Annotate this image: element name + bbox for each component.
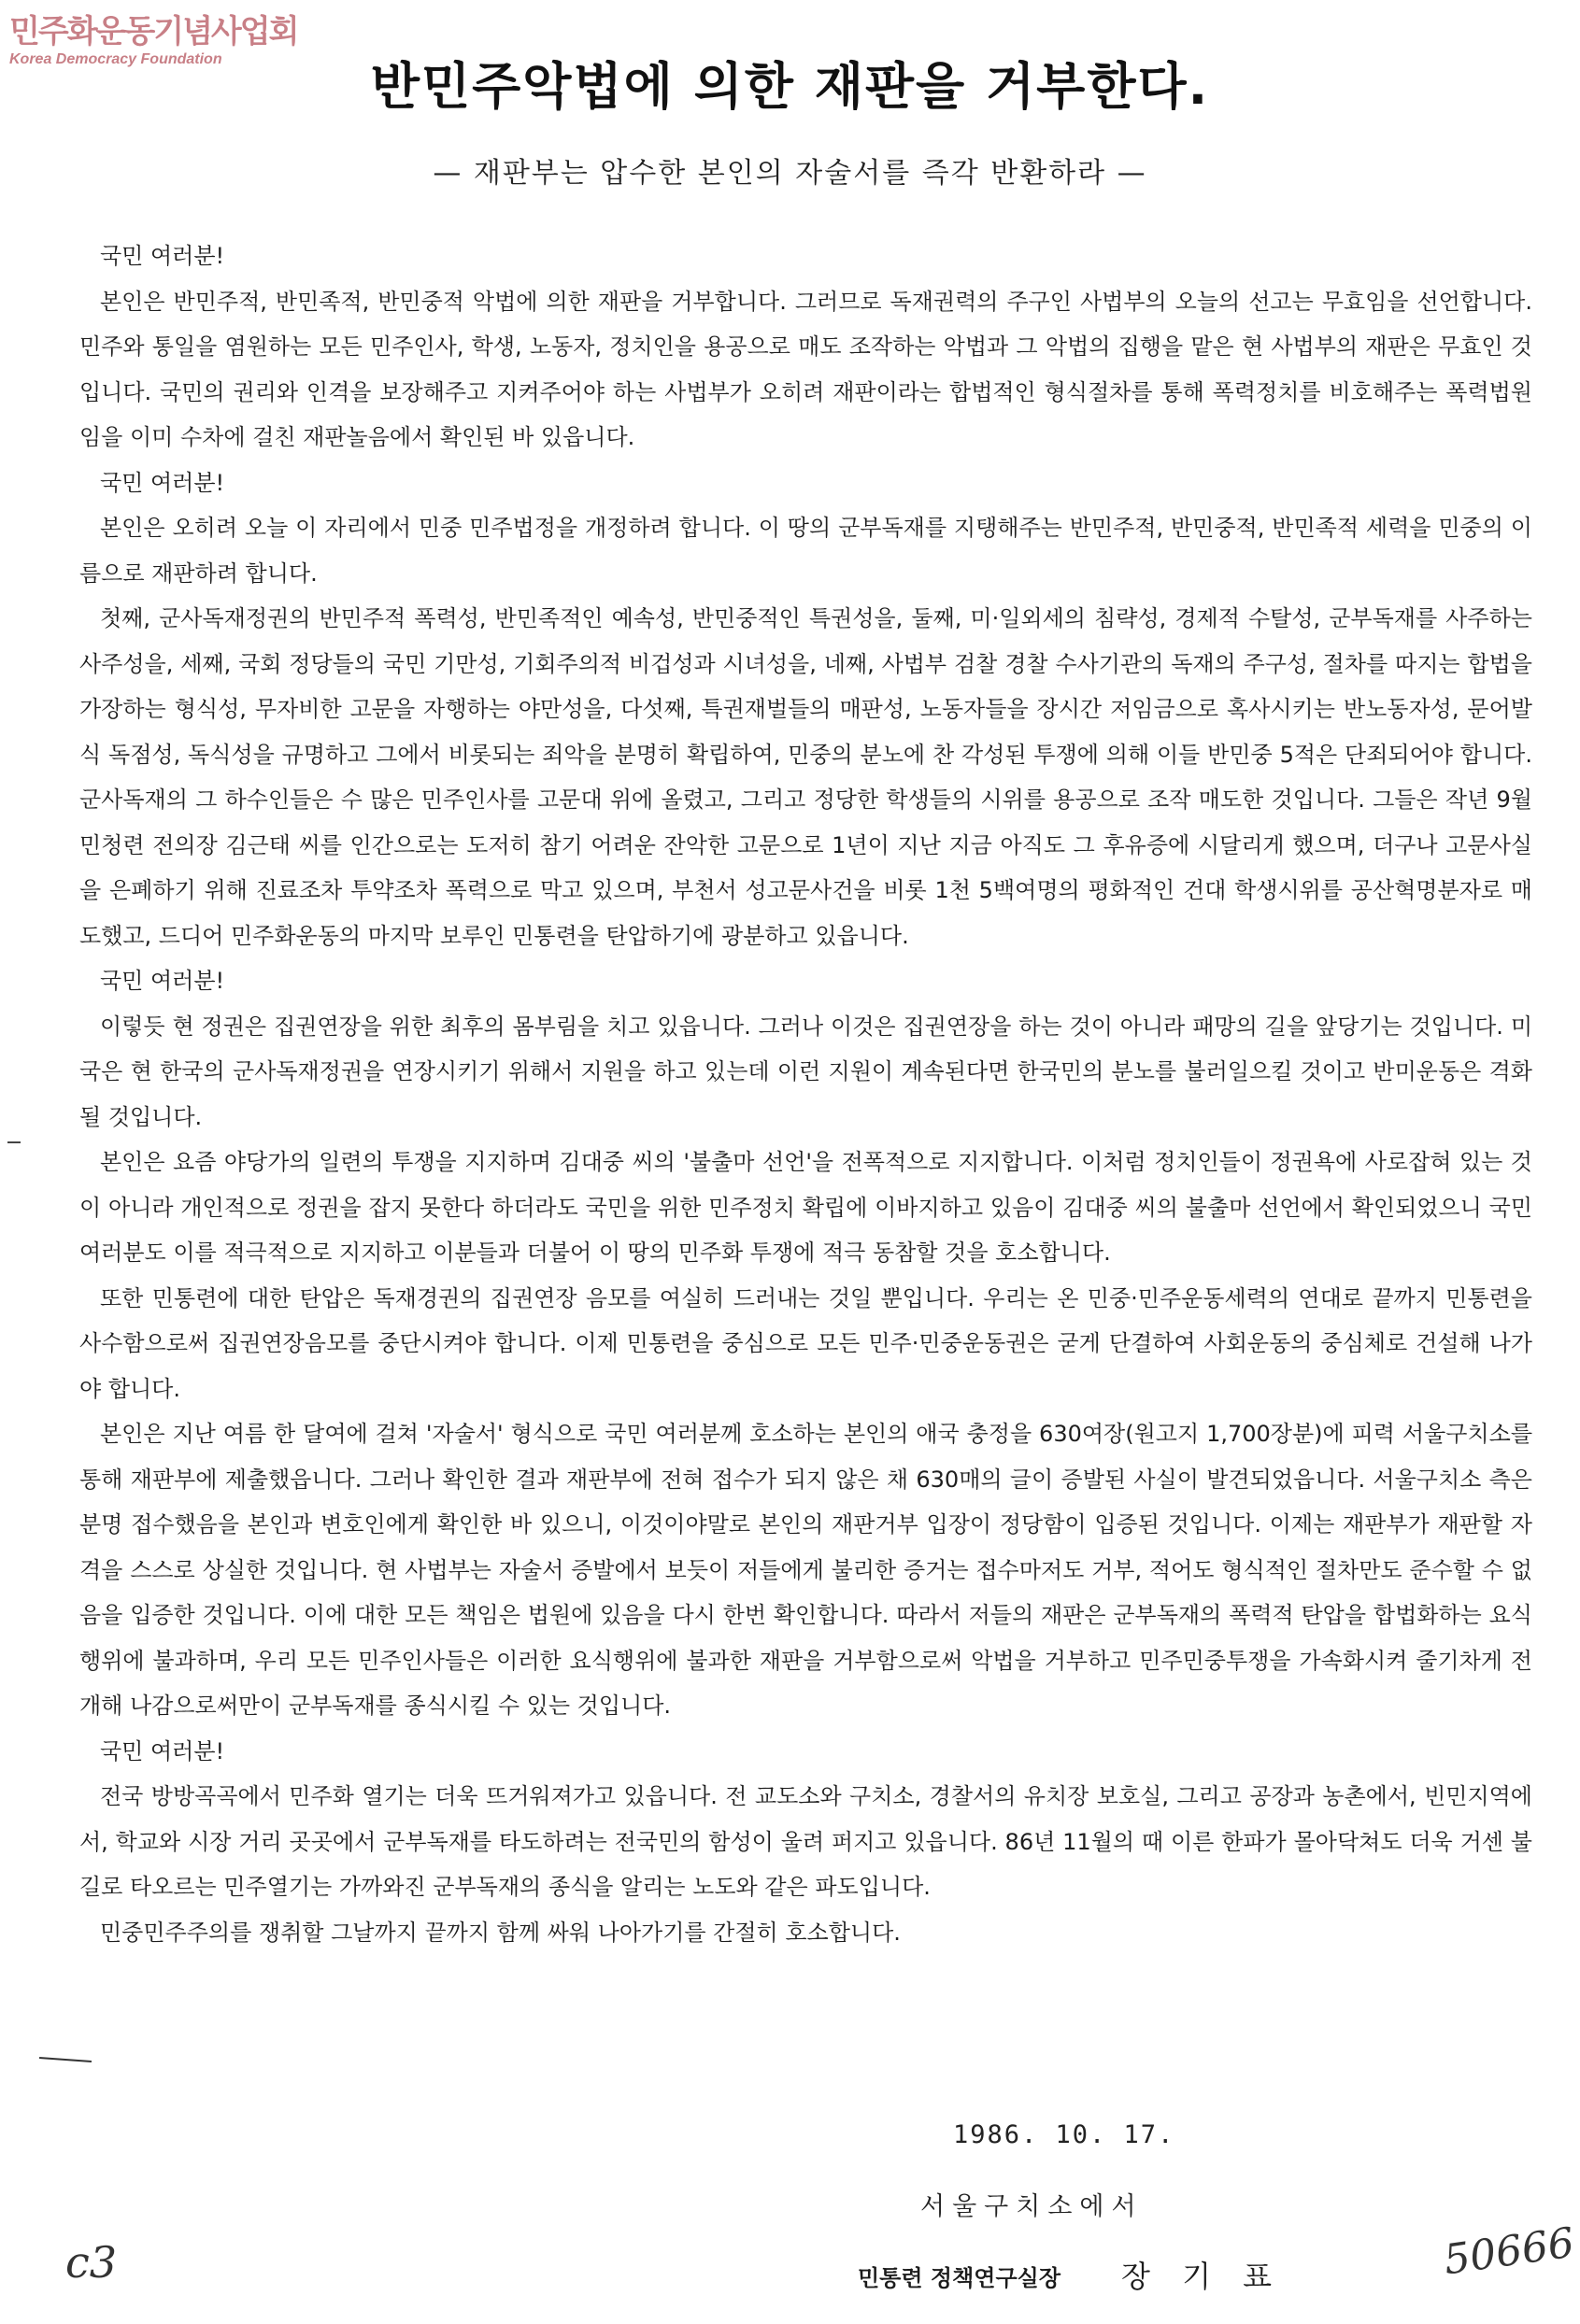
handwritten-archive-number: 50666 bbox=[1441, 2218, 1577, 2285]
paragraph-2: 본인은 오히려 오늘 이 자리에서 민중 민주법정을 개정하려 합니다. 이 땅의 군부독재를 지탱해주는 반민주적, 반민중적, 반민족적 세력을 민중의 이름으로 재판하려 합니다. bbox=[79, 515, 1532, 587]
paragraph-address-2: 국민 여러분! bbox=[100, 469, 225, 496]
signature-name: 장 기 표 bbox=[1121, 2259, 1284, 2294]
paragraph-address-3: 국민 여러분! bbox=[100, 968, 225, 994]
paragraph-5: 본인은 요즘 야당가의 일련의 투쟁을 지지하며 김대중 씨의 '불출마 선언'을 전폭적으로 지지합니다. 이처럼 정치인들이 정권욕에 사로잡혀 있는 것이 아니라 개인적으로 정권을 잡지 못한다 하더라도 국민을 위한 민주정치 확립에 이바지하고 있음이 김대중 씨의 불출마 선언에서 확인되었으니 국민 여러분도 이를 적극적으로 지지하고 이분들과 더불어 이 땅의 민주화 투쟁에 적극 동참할 것을 호소합니다. bbox=[79, 1149, 1532, 1266]
paragraph-closing: 민중민주주의를 쟁취할 그날까지 끝까지 함께 싸워 나아가기를 간절히 호소합니다. bbox=[100, 1919, 901, 1946]
document-title: 반민주악법에 의한 재판을 거부한다. bbox=[370, 57, 1210, 116]
watermark-korean: 민주화운동기념사업회 bbox=[9, 13, 298, 50]
paragraph-1: 본인은 반민주적, 반민족적, 반민중적 악법에 의한 재판을 거부합니다. 그러므로 독재권력의 주구인 사법부의 오늘의 선고는 무효임을 선언합니다. 민주와 통일을 염원하는 모든 민주인사, 학생, 노동자, 정치인을 용공으로 매도 조작하는 악법과 그 악법의 집행을 맡은 현 사법부의 재판은 무효인 것입니다. 국민의 권리와 인격을 보장해주고 지켜주어야 하는 사법부가 오히려 재판이라는 합법적인 형식절차를 통해 폭력정치를 비호해주는 폭력법원임을 이미 수차에 걸친 재판놀음에서 확인된 바 있읍니다. bbox=[79, 288, 1532, 450]
document-subtitle: — 재판부는 압수한 본인의 자술서를 즉각 반환하라 — bbox=[433, 157, 1147, 190]
paragraph-address-1: 국민 여러분! bbox=[100, 243, 225, 269]
paragraph-7: 본인은 지난 여름 한 달여에 걸쳐 '자술서' 형식으로 국민 여러분께 호소하는 본인의 애국 충정을 630여장(원고지 1,700장분)에 피력 서울구치소를 통해 재판부에 제출했읍니다. 그러나 확인한 결과 재판부에 전혀 접수가 되지 않은 채 630매의 글이 증발된 사실이 발견되었읍니다. 서울구치소 측은 분명 접수했음을 본인과 변호인에게 확인한 바 있으니, 이것이야말로 본인의 재판거부 입장이 정당함이 입증된 것입니다. 이제는 재판부가 재판할 자격을 스스로 상실한 것입니다. 현 사법부는 자술서 증발에서 보듯이 저들에게 불리한 증거는 접수마저도 거부, 적어도 형식적인 절차만도 준수할 수 없음을 입증한 것입니다. 이에 대한 모든 책임은 법원에 있음을 다시 한번 확인합니다. 따라서 저들의 재판은 군부독재의 폭력적 탄압을 합법화하는 요식행위에 불과하며, 우리 모든 민주인사들은 이러한 요식행위에 불과한 재판을 거부함으로써 악법을 거부하고 민주민중투쟁을 가속화시켜 줄기차게 전개해 나감으로써만이 군부독재를 종식시킬 수 있는 것입니다. bbox=[79, 1421, 1532, 1719]
paragraph-3: 첫째, 군사독재정권의 반민주적 폭력성, 반민족적인 예속성, 반민중적인 특권성을, 둘째, 미·일외세의 침략성, 경제적 수탈성, 군부독재를 사주하는 사주성을, 세째, 국회 정당들의 국민 기만성, 기회주의적 비겁성과 시녀성을, 네째, 사법부 검찰 경찰 수사기관의 독재의 주구성, 절차를 따지는 합법을 가장하는 형식성, 무자비한 고문을 자행하는 야만성을, 다섯째, 특권재벌들의 매판성, 노동자들을 장시간 저임금으로 혹사시키는 반노동자성, 문어발식 독점성, 독식성을 규명하고 그에서 비롯되는 죄악을 분명히 확립하여, 민중의 분노에 찬 각성된 투쟁에 의해 이들 반민중 5적은 단죄되어야 합니다. 군사독재의 그 하수인들은 수 많은 민주인사를 고문대 위에 올렸고, 그리고 정당한 학생들의 시위를 용공으로 조작 매도한 것입니다. 그들은 작년 9월 민청련 전의장 김근태 씨를 인간으로는 도저히 참기 어려운 잔악한 고문으로 1년이 지난 지금 아직도 그 후유증에 시달리게 했으며, 더구나 고문사실을 은폐하기 위해 진료조차 투약조차 폭력으로 막고 있으며, 부천서 성고문사건을 비롯 1천 5백여명의 평화적인 건대 학생시위를 공산혁명분자로 매도했고, 드디어 민주화운동의 마지막 보루인 민통련을 탄압하기에 광분하고 있읍니다. bbox=[79, 605, 1532, 949]
document-place: 서울구치소에서 bbox=[920, 2192, 1144, 2221]
paragraph-address-4: 국민 여러분! bbox=[100, 1737, 225, 1764]
handwritten-dash bbox=[39, 2057, 92, 2062]
signature-organization: 민통련 정책연구실장 bbox=[858, 2265, 1061, 2291]
document-date: 1986. 10. 17. bbox=[953, 2120, 1175, 2149]
paragraph-8: 전국 방방곡곡에서 민주화 열기는 더욱 뜨거워져가고 있읍니다. 전 교도소와 구치소, 경찰서의 유치장 보호실, 그리고 공장과 농촌에서, 빈민지역에서, 학교와 시장 거리 곳곳에서 군부독재를 타도하려는 전국민의 함성이 울려 퍼지고 있읍니다. 86년 11월의 때 이른 한파가 몰아닥쳐도 더욱 거센 불길로 타오르는 민주열기는 가까와진 군부독재의 종식을 알리는 노도와 같은 파도입니다. bbox=[79, 1783, 1532, 1900]
handwritten-note-left: c3 bbox=[65, 2237, 118, 2288]
paragraph-4: 이렇듯 현 정권은 집권연장을 위한 최후의 몸부림을 치고 있읍니다. 그러나 이것은 집권연장을 하는 것이 아니라 패망의 길을 앞당기는 것입니다. 미국은 현 한국의 군사독재정권을 연장시키기 위해서 지원을 하고 있는데 이런 지원이 계속된다면 한국민의 분노를 불러일으킬 것이고 반미운동은 격화될 것입니다. bbox=[79, 1013, 1532, 1130]
margin-mark bbox=[7, 1141, 21, 1143]
paragraph-6: 또한 민통련에 대한 탄압은 독재경권의 집권연장 음모를 여실히 드러내는 것일 뿐입니다. 우리는 온 민중·민주운동세력의 연대로 끝까지 민통련을 사수함으로써 집권연장음모를 중단시켜야 합니다. 이제 민통련을 중심으로 모든 민주·민중운동권은 굳게 단결하여 사회운동의 중심체로 건설해 나가야 합니다. bbox=[79, 1284, 1532, 1402]
watermark-english: Korea Democracy Foundation bbox=[9, 51, 222, 67]
document-body bbox=[79, 234, 1532, 1955]
